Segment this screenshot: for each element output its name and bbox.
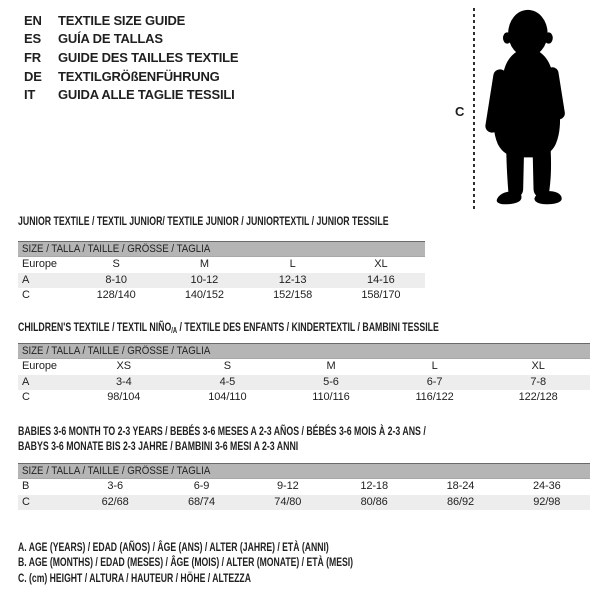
row-label-cell: A (22, 273, 30, 286)
value-cell: 74/80 (274, 495, 302, 508)
value-cell: 12-18 (360, 480, 388, 492)
footnote-line: C. (cm) HEIGHT / ALTURA / HAUTEUR / HÖHE / ALTEZZA (18, 570, 251, 585)
table-row (18, 375, 590, 391)
babies-section-title (18, 424, 426, 454)
height-measure-label: C (455, 104, 465, 119)
section-title-text: JUNIOR TEXTILE / TEXTIL JUNIOR/ TEXTILE JUNIOR / JUNIORTEXTIL / JUNIOR TESSILE (18, 214, 389, 228)
value-cell: S (223, 360, 232, 372)
table-row (18, 257, 425, 273)
value-cell: XL (531, 360, 545, 372)
value-cell: 98/104 (107, 391, 141, 403)
table-header-text: SIZE / TALLA / TAILLE / GRÖSSE / TAGLIA (22, 465, 211, 477)
language-code: IT (24, 87, 36, 103)
table-row (18, 359, 590, 375)
value-cell: 3-4 (115, 375, 132, 388)
value-cell: 24-36 (532, 480, 561, 492)
language-code: EN (24, 12, 42, 28)
value-cell: L (289, 258, 296, 270)
table-row (18, 288, 425, 304)
language-row (24, 11, 238, 30)
language-code: DE (24, 68, 42, 84)
value-cell: 158/170 (361, 289, 401, 301)
children-size-table (18, 343, 590, 406)
language-row (24, 67, 238, 86)
value-cell: 18-24 (446, 480, 475, 492)
value-cell: 7-8 (530, 375, 546, 388)
footnote-line: B. AGE (MONTHS) / EDAD (MESES) / ÂGE (MOIS) / ALTER (MONATE) / ETÀ (MESI) (18, 555, 354, 570)
value-cell: 12-13 (278, 273, 307, 286)
value-cell: 5-6 (323, 375, 339, 388)
section-title-text: BABYS 3-6 MONATE BIS 2-3 JAHRE / BAMBINI 3-6 MESI A 2-3 ANNI (18, 439, 299, 453)
value-cell: M (326, 360, 336, 372)
table-header-bar (18, 343, 590, 359)
language-guide-title: TEXTILE SIZE GUIDE (58, 12, 186, 28)
value-cell: S (112, 258, 120, 270)
language-guide-title: GUIDA ALLE TAGLIE TESSILI (58, 87, 235, 103)
children-section-title (18, 320, 439, 336)
language-row (24, 48, 238, 67)
section-title-text: CHILDREN'S TEXTILE / TEXTIL NIÑO (18, 320, 172, 334)
value-cell: 8-10 (105, 273, 127, 286)
value-cell: 80/86 (360, 495, 388, 508)
value-cell: 62/68 (101, 495, 129, 508)
value-cell: 122/128 (518, 391, 558, 403)
value-cell: 9-12 (277, 480, 299, 492)
height-measure-dotted-line (473, 8, 475, 209)
table-header-bar (18, 241, 425, 257)
value-cell: XS (116, 360, 132, 372)
value-cell: 10-12 (190, 273, 219, 286)
language-guide-title: GUÍA DE TALLAS (58, 31, 163, 47)
language-title-list (24, 11, 238, 104)
table-header-text: SIZE / TALLA / TAILLE / GRÖSSE / TAGLIA (22, 345, 211, 357)
language-guide-title: GUIDE DES TAILLES TEXTILE (58, 49, 239, 65)
value-cell: 128/140 (96, 289, 136, 301)
table-header-text: SIZE / TALLA / TAILLE / GRÖSSE / TAGLIA (22, 243, 211, 255)
row-label-cell: C (22, 289, 30, 301)
row-label-cell: B (22, 480, 30, 492)
row-label-cell: Europe (22, 360, 57, 372)
value-cell: 116/122 (415, 391, 454, 403)
section-title-text: / TEXTILE DES ENFANTS / KINDERTEXTIL / BAMBINI TESSILE (177, 320, 439, 334)
value-cell: 68/74 (187, 495, 215, 508)
row-label-cell: C (22, 391, 30, 403)
row-label-cell: A (22, 375, 30, 388)
language-code: FR (24, 49, 41, 65)
language-code: ES (24, 31, 41, 47)
table-row (18, 495, 590, 511)
section-title-text: BABIES 3-6 MONTH TO 2-3 YEARS / BEBÉS 3-6 MESES A 2-3 AÑOS / BÉBÉS 3-6 MOIS À 2-3 ANS / (18, 424, 426, 438)
value-cell: 104/110 (208, 391, 247, 403)
value-cell: M (199, 258, 209, 270)
table-row (18, 273, 425, 289)
language-row (24, 30, 238, 49)
value-cell: XL (374, 258, 388, 270)
value-cell: 6-7 (426, 375, 443, 388)
table-row (18, 390, 590, 406)
table-row (18, 479, 590, 495)
language-row (24, 85, 238, 104)
value-cell: L (431, 360, 438, 372)
value-cell: 140/152 (184, 289, 224, 301)
value-cell: 152/158 (273, 289, 313, 301)
value-cell: 4-5 (219, 375, 236, 388)
value-cell: 92/98 (533, 495, 561, 508)
junior-section-title (18, 214, 389, 229)
table-header-bar (18, 463, 590, 479)
footnote-line: A. AGE (YEARS) / EDAD (AÑOS) / ÂGE (ANS) / ALTER (JAHRE) / ETÀ (ANNI) (18, 540, 329, 554)
value-cell: 3-6 (107, 480, 123, 492)
babies-size-table (18, 463, 590, 510)
row-label-cell: C (22, 495, 30, 508)
value-cell: 110/116 (312, 391, 350, 403)
value-cell: 6-9 (193, 480, 210, 492)
value-cell: 86/92 (446, 495, 474, 508)
language-guide-title: TEXTILGRÖßENFÜHRUNG (58, 68, 220, 84)
footnote-list (18, 540, 483, 586)
row-label-cell: Europe (22, 258, 57, 270)
section-title-text: /A (171, 326, 178, 335)
junior-size-table (18, 241, 425, 304)
value-cell: 14-16 (367, 273, 395, 286)
baby-silhouette-icon (479, 7, 573, 209)
